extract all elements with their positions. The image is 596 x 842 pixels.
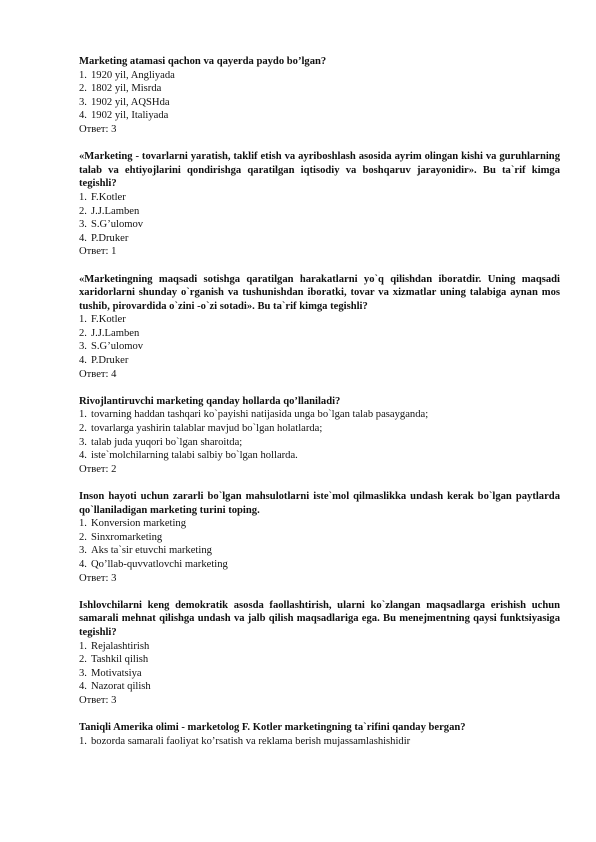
option-text: 1920 yil, Angliyada	[91, 69, 175, 81]
option-item: 3. Aks ta`sir etuvchi marketing	[79, 545, 212, 557]
option-text: F.Kotler	[91, 191, 126, 203]
option-text: J.J.Lamben	[91, 205, 140, 217]
option-item: 4. P.Druker	[79, 355, 129, 367]
answer-text: Ответ: 1	[79, 246, 117, 258]
option-item: 1. Konversion marketing	[79, 518, 187, 530]
option-list	[79, 408, 560, 462]
option-item: 1. Rejalashtirish	[79, 640, 150, 652]
option-text: J.J.Lamben	[91, 327, 140, 339]
question-text: «Marketing - tovarlarni yaratish, taklif etish va ayriboshlash asosida ayrim olingan kishi va guruhlarning talab va ehtiyojlarini qondirishga qaratilgan iqtisodiy va boshqaruv jarayonidir». Bu ta`rif kimga tegishli?	[79, 151, 560, 190]
option-item: 2. 1802 yil, Misrda	[79, 83, 162, 95]
option-item: 4. P.Druker	[79, 232, 129, 244]
option-text: 1802 yil, Misrda	[91, 83, 162, 95]
answer-text: Ответ: 3	[79, 694, 117, 706]
option-item: 1. F.Kotler	[79, 191, 126, 203]
option-list	[79, 735, 560, 749]
option-item: 3. Motivatsiya	[79, 667, 142, 679]
question-block-6	[79, 599, 560, 708]
option-list	[79, 313, 560, 367]
option-text: iste`molchilarning talabi salbiy bo`lgan hollarda.	[91, 450, 298, 462]
option-item: 1. bozorda samarali faoliyat ko’rsatish va reklama berish mujassamlashishidir	[79, 735, 411, 747]
option-text: P.Druker	[91, 355, 129, 367]
answer-text: Ответ: 3	[79, 123, 117, 135]
option-text: 1902 yil, AQSHda	[91, 96, 170, 108]
option-item: 4. Nazorat qilish	[79, 681, 151, 693]
option-text: Tashkil qilish	[91, 654, 149, 666]
option-list	[79, 191, 560, 245]
question-text: Ishlovchilarni keng demokratik asosda faollashtirish, ularni ko`zlangan maqsadlarga erishish uchun samarali mehnat qilishga undash va jalb qilish maqsadlariga ega. Bu menejmentning qaysi funktsiyasiga tegishli?	[79, 599, 560, 638]
option-text: Nazorat qilish	[91, 681, 151, 693]
option-text: tovarning haddan tashqari ko`payishi natijasida unga bo`lgan talab pasayganda;	[91, 409, 429, 421]
document-page	[79, 55, 560, 762]
option-item: 1. F.Kotler	[79, 314, 126, 326]
option-text: S.G’ulomov	[91, 341, 144, 353]
option-text: Sinxromarketing	[91, 531, 163, 543]
option-list	[79, 640, 560, 694]
question-text: Rivojlantiruvchi marketing qanday hollarda qo’llaniladi?	[79, 395, 341, 407]
option-text: F.Kotler	[91, 314, 126, 326]
question-text: «Marketingning maqsadi sotishga qaratilgan harakatlarni yo`q qilishdan iboratdir. Uning maqsadi xaridorlarni shunday o`rganish va tushunishdan iboratki, tovar va xizmatlar uning talabiga aynan mos tushib, pirovardida o`zini -o`zi sotadi». Bu ta`rif kimga tegishli?	[79, 273, 560, 312]
option-text: Qo’llab-quvvatlovchi marketing	[91, 558, 228, 570]
question-block-4	[79, 395, 560, 477]
option-item: 1. 1920 yil, Angliyada	[79, 69, 175, 81]
option-item: 2. J.J.Lamben	[79, 327, 140, 339]
option-text: Rejalashtirish	[91, 640, 150, 652]
option-item: 4. 1902 yil, Italiyada	[79, 110, 169, 122]
option-item: 2. tovarlarga yashirin talablar mavjud bo`lgan holatlarda;	[79, 423, 323, 435]
option-item: 4. iste`molchilarning talabi salbiy bo`lgan hollarda.	[79, 450, 298, 462]
question-text: Taniqli Amerika olimi - marketolog F. Kotler marketingning ta`rifini qanday bergan?	[79, 722, 466, 734]
option-text: S.G’ulomov	[91, 219, 144, 231]
option-item: 3. S.G’ulomov	[79, 341, 144, 353]
option-list	[79, 517, 560, 571]
option-item: 4. Qo’llab-quvvatlovchi marketing	[79, 558, 228, 570]
question-block-3	[79, 273, 560, 382]
question-block-7	[79, 721, 560, 748]
option-text: bozorda samarali faoliyat ko’rsatish va reklama berish mujassamlashishidir	[91, 735, 411, 747]
question-text: Marketing atamasi qachon va qayerda paydo bo’lgan?	[79, 56, 327, 67]
option-item: 3. 1902 yil, AQSHda	[79, 96, 170, 108]
option-text: 1902 yil, Italiyada	[91, 110, 169, 122]
question-block-2	[79, 150, 560, 259]
question-text: Inson hayoti uchun zararli bo`lgan mahsulotlarni iste`mol qilmaslikka undash kerak bo`lgan paytlarda qo`llaniladigan marketing turini toping.	[79, 491, 560, 516]
answer-text: Ответ: 4	[79, 368, 117, 380]
option-list	[79, 69, 560, 123]
option-text: P.Druker	[91, 232, 129, 244]
option-item: 2. Tashkil qilish	[79, 654, 149, 666]
option-text: Aks ta`sir etuvchi marketing	[91, 545, 212, 557]
option-item: 3. talab juda yuqori bo`lgan sharoitda;	[79, 436, 243, 448]
option-item: 2. J.J.Lamben	[79, 205, 140, 217]
option-item: 3. S.G’ulomov	[79, 219, 144, 231]
option-item: 2. Sinxromarketing	[79, 531, 163, 543]
option-item: 1. tovarning haddan tashqari ko`payishi natijasida unga bo`lgan talab pasayganda;	[79, 409, 429, 421]
question-block-5	[79, 490, 560, 585]
answer-text: Ответ: 3	[79, 572, 117, 584]
option-text: Konversion marketing	[91, 518, 187, 530]
option-text: talab juda yuqori bo`lgan sharoitda;	[91, 436, 243, 448]
question-block-1	[79, 55, 560, 137]
option-text: tovarlarga yashirin talablar mavjud bo`lgan holatlarda;	[91, 423, 323, 435]
answer-text: Ответ: 2	[79, 463, 117, 475]
option-text: Motivatsiya	[91, 667, 142, 679]
